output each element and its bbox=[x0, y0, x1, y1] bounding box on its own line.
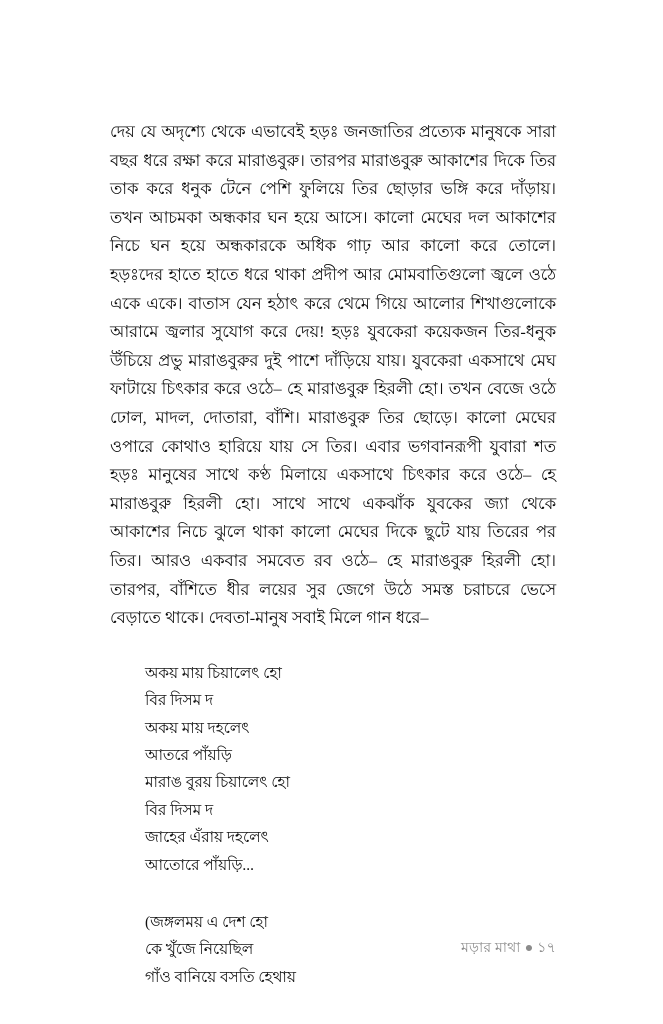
verse-line: আতরে পাঁয়ড়ি bbox=[145, 746, 232, 764]
verse-line: বির দিসম দ bbox=[145, 692, 214, 710]
page-content bbox=[110, 118, 556, 991]
verse-line: মারাঙ বুরয় চিয়ালেৎ হো bbox=[145, 774, 290, 792]
verse-line: অকয় মায় দহলেৎ bbox=[145, 719, 250, 737]
footer-chapter-title: মড়ার মাথা bbox=[460, 940, 521, 956]
verse-line: বির দিসম দ bbox=[145, 801, 214, 819]
verse-line: গাঁও বানিয়ে বসতি হেথায় bbox=[145, 968, 296, 986]
body-paragraph: দেয় যে অদৃশ্যে থেকে এভাবেই হড়ঃ জনজাতির প্রত্যেক মানুষকে সারা বছর ধরে রক্ষা করে মারাঙবুরু। তারপর মারাঙবুরু আকাশের দিকে তির তাক করে ধনুক টেনে পেশি ফুলিয়ে তির ছোড়ার ভঙ্গি করে দাঁড়ায়। তখন আচমকা অন্ধকার ঘন হয়ে আসে। কালো মেঘের দল আকাশের নিচে ঘন হয়ে অন্ধকারকে অধিক গাঢ় আর কালো করে তোলে। হড়ঃদের হাতে হাতে ধরে থাকা প্রদীপ আর মোমবাতিগুলো জ্বলে ওঠে একে একে। বাতাস যেন হঠাৎ করে থেমে গিয়ে আলোর শিখাগুলোকে আরামে জ্বলার সুযোগ করে দেয়! হড়ঃ যুবকেরা কয়েকজন তির-ধনুক উঁচিয়ে প্রভু মারাঙবুরুর দুই পাশে দাঁড়িয়ে যায়। যুবকেরা একসাথে মেঘ ফাটায়ে চিৎকার করে ওঠে– হে মারাঙবুরু হিরলী হো। তখন বেজে ওঠে ঢোল, মাদল, দোতারা, বাঁশি। মারাঙবুরু তির ছোড়ে। কালো মেঘের ওপারে কোথাও হারিয়ে যায় সে তির। এবার ভগবানরূপী যুবারা শত হড়ঃ মানুষের সাথে কণ্ঠ মিলায়ে একসাথে চিৎকার করে ওঠে– হে মারাঙবুরু হিরলী হো। সাথে সাথে একঝাঁক যুবকের জ্যা থেকে আকাশের নিচে ঝুলে থাকা কালো মেঘের দিকে ছুটে যায় তিরের পর তির। আরও একবার সমবেত রব ওঠে– হে মারাঙবুরু হিরলী হো। তারপর, বাঁশিতে ধীর লয়ের সুর জেগে উঠে সমস্ত চরাচরে ভেসে বেড়াতে থাকে। দেবতা-মানুষ সবাই মিলে গান ধরে– bbox=[110, 122, 556, 628]
verse-line: আতোরে পাঁয়ড়ি... bbox=[145, 856, 254, 874]
verse-stanza-one bbox=[145, 660, 556, 879]
verse-line: (জঙ্গলময় এ দেশ হো bbox=[145, 913, 268, 931]
verse-line: জাহের এঁরায় দহলেৎ bbox=[145, 829, 269, 847]
page-number: ১৭ bbox=[537, 940, 556, 956]
verse-line: অকয় মায় চিয়ালেৎ হো bbox=[145, 664, 282, 682]
footer-separator-dot: ● bbox=[524, 940, 534, 956]
page-footer bbox=[110, 938, 556, 958]
verse-line: কে খুঁজে নিয়েছিল bbox=[145, 941, 254, 959]
